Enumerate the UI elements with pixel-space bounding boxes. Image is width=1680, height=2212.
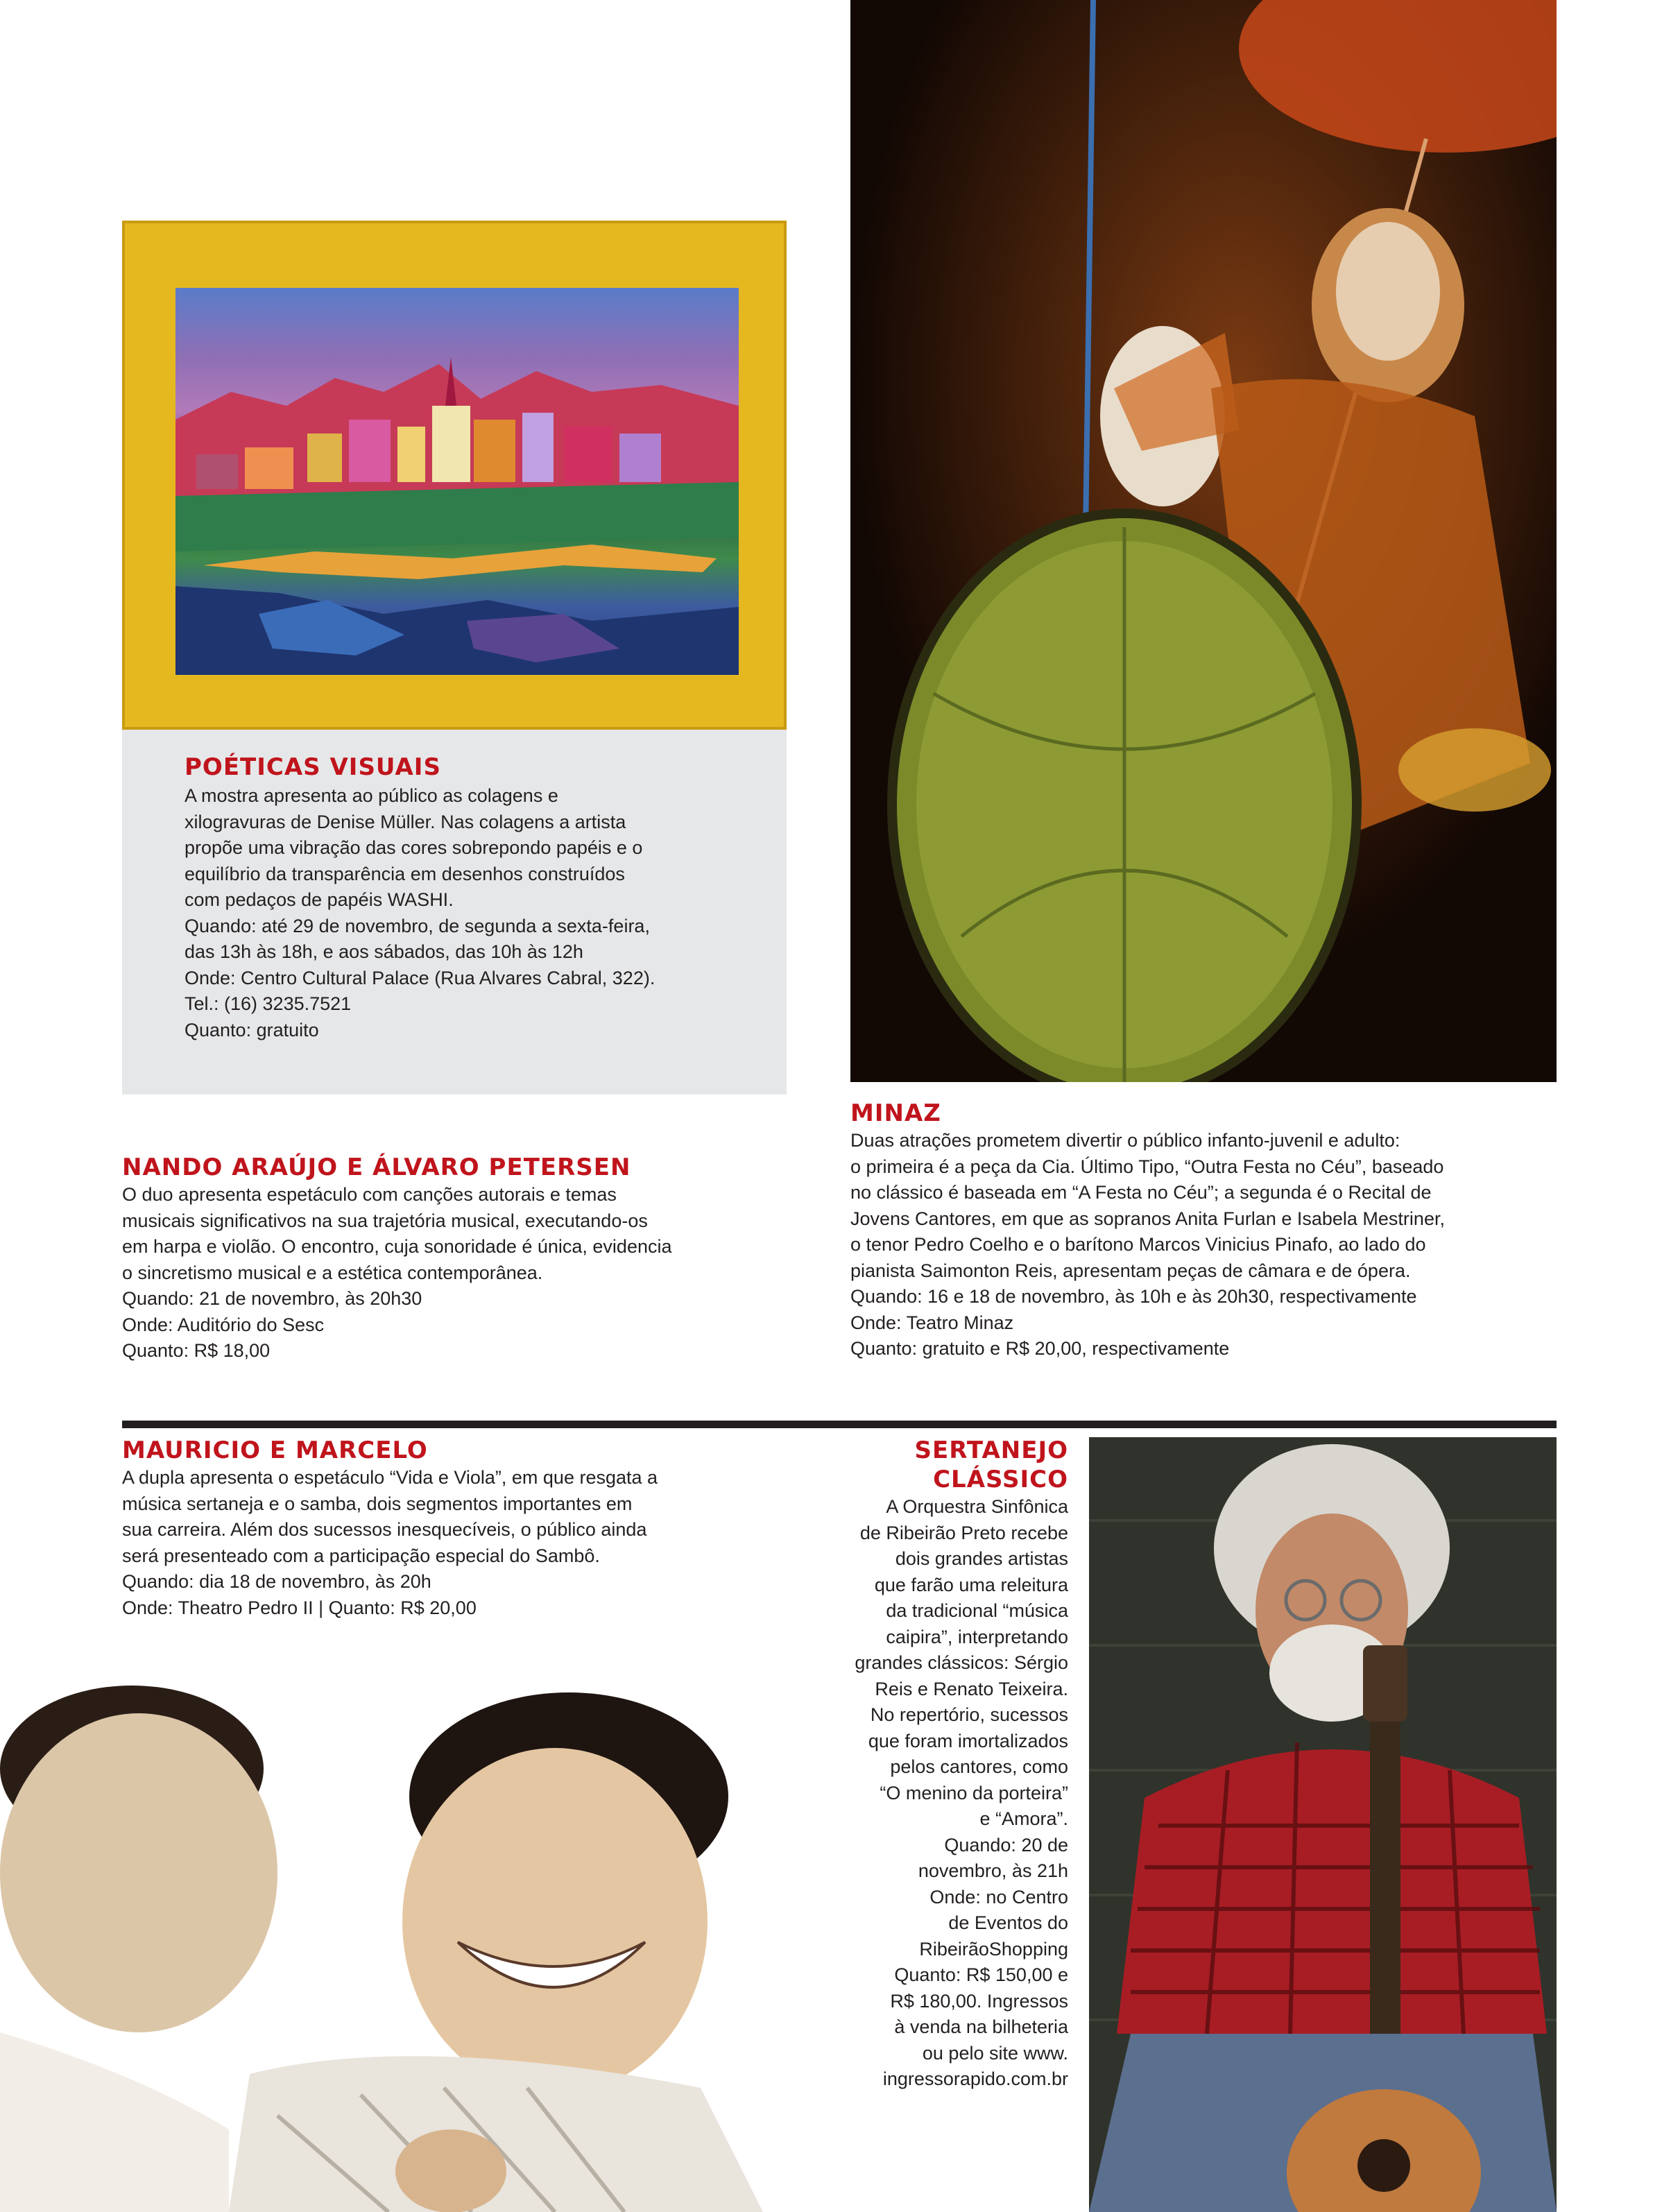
text-line: das 13h às 18h, e aos sábados, das 10h às 12h — [185, 941, 583, 962]
text-line: Quando: até 29 de novembro, de segunda a sexta-feira, — [185, 915, 650, 936]
sertanejo-title-line: SERTANEJO — [914, 1437, 1068, 1464]
text-line: O duo apresenta espetáculo com canções autorais e temas — [122, 1184, 617, 1205]
text-line: Quando: dia 18 de novembro, às 20h — [122, 1571, 431, 1592]
mauricio-title: MAURICIO E MARCELO — [122, 1437, 428, 1464]
text-line: equilíbrio da transparência em desenhos construídos — [185, 863, 625, 884]
text-line: A Orquestra Sinfônica — [886, 1496, 1068, 1517]
text-line: o primeira é a peça da Cia. Último Tipo, “Outra Festa no Céu”, baseado — [850, 1156, 1444, 1177]
text-line: caipira”, interpretando — [886, 1626, 1068, 1647]
text-line: música sertaneja e o samba, dois segmentos importantes em — [122, 1493, 633, 1514]
text-line: Onde: Teatro Minaz — [850, 1312, 1014, 1333]
text-line: Quando: 16 e 18 de novembro, às 10h e às 20h30, respectivamente — [850, 1286, 1417, 1307]
text-line: A mostra apresenta ao público as colagens e — [185, 785, 558, 806]
painting-artwork — [175, 288, 739, 675]
painting-photo — [122, 221, 787, 730]
text-line: da tradicional “música — [886, 1600, 1068, 1621]
text-line: que farão uma releitura — [874, 1574, 1068, 1595]
text-line: Quanto: R$ 18,00 — [122, 1340, 271, 1361]
theater-photo — [850, 0, 1557, 1082]
mauricio-body — [122, 1465, 658, 1621]
sertanejo-title-line: CLÁSSICO — [933, 1466, 1068, 1493]
text-line: o sincretismo musical e a estética contemporânea. — [122, 1262, 543, 1283]
text-line: Tel.: (16) 3235.7521 — [185, 993, 352, 1014]
text-line: grandes clássicos: Sérgio — [855, 1652, 1068, 1673]
text-line: “O menino da porteira” — [880, 1782, 1068, 1803]
text-line: R$ 180,00. Ingressos — [890, 1990, 1068, 2012]
sertanejo-title — [855, 1436, 1068, 1494]
text-line: Duas atrações prometem divertir o público infanto-juvenil e adulto: — [850, 1130, 1400, 1151]
text-line: novembro, às 21h — [918, 1860, 1068, 1881]
nando-body — [122, 1182, 672, 1364]
text-line: pelos cantores, como — [890, 1756, 1068, 1777]
sertanejo-section — [855, 1436, 1068, 2093]
text-line: ingressorapido.com.br — [882, 2068, 1068, 2089]
minaz-title: MINAZ — [850, 1099, 941, 1127]
nando-title: NANDO ARAÚJO E ÁLVARO PETERSEN — [122, 1154, 631, 1181]
text-line: Quando: 20 de — [944, 1834, 1068, 1855]
text-line: sua carreira. Além dos sucessos inesquecíveis, o público ainda — [122, 1519, 647, 1540]
minaz-body — [850, 1128, 1445, 1362]
poeticas-title: POÉTICAS VISUAIS — [185, 753, 441, 781]
text-line: Onde: Theatro Pedro II | Quanto: R$ 20,00 — [122, 1597, 477, 1618]
text-line: ou pelo site www. — [922, 2042, 1068, 2064]
text-line: e “Amora”. — [979, 1808, 1068, 1829]
section-divider — [122, 1421, 1557, 1428]
text-line: RibeirãoShopping — [919, 1938, 1068, 1960]
text-line: com pedaços de papéis WASHI. — [185, 889, 454, 910]
text-line: Onde: Auditório do Sesc — [122, 1314, 325, 1335]
mauricio-section — [122, 1436, 658, 1621]
text-line: de Ribeirão Preto recebe — [859, 1522, 1068, 1543]
text-line: xilogravuras de Denise Müller. Nas colagens a artista — [185, 811, 626, 832]
poeticas-body — [185, 783, 655, 1043]
text-line: pianista Saimonton Reis, apresentam peças de câmara e de ópera. — [850, 1260, 1411, 1281]
text-line: no clássico é baseada em “A Festa no Céu”; a segunda é o Recital de — [850, 1182, 1432, 1203]
text-line: será presenteado com a participação especial do Sambô. — [122, 1545, 600, 1566]
text-line: Reis e Renato Teixeira. — [875, 1678, 1068, 1699]
text-line: de Eventos do — [948, 1912, 1068, 1933]
text-line: dois grandes artistas — [895, 1548, 1068, 1569]
text-line: Onde: Centro Cultural Palace (Rua Alvares Cabral, 322). — [185, 967, 655, 988]
duo-photo — [0, 1644, 832, 2212]
text-line: à venda na bilheteria — [894, 2016, 1068, 2037]
text-line: o tenor Pedro Coelho e o barítono Marcos Vinicius Pinafo, ao lado do — [850, 1234, 1426, 1255]
guitarist-photo — [1089, 1437, 1557, 2212]
text-line: Quanto: gratuito e R$ 20,00, respectivamente — [850, 1338, 1230, 1359]
text-line: A dupla apresenta o espetáculo “Vida e Viola”, em que resgata a — [122, 1467, 658, 1488]
text-line: Quanto: R$ 150,00 e — [894, 1964, 1068, 1985]
text-line: Quanto: gratuito — [185, 1019, 319, 1040]
text-line: Quando: 21 de novembro, às 20h30 — [122, 1288, 422, 1309]
text-line: que foram imortalizados — [868, 1730, 1068, 1751]
text-line: em harpa e violão. O encontro, cuja sonoridade é única, evidencia — [122, 1236, 672, 1257]
text-line: propõe uma vibração das cores sobrepondo papéis e o — [185, 837, 643, 858]
text-line: No repertório, sucessos — [870, 1704, 1068, 1725]
text-line: Onde: no Centro — [929, 1886, 1068, 1907]
text-line: musicais significativos na sua trajetória musical, executando-os — [122, 1210, 648, 1231]
nando-section — [122, 1153, 672, 1364]
minaz-section — [850, 1099, 1445, 1362]
poeticas-section — [185, 753, 655, 1043]
sertanejo-body — [855, 1494, 1068, 2093]
text-line: Jovens Cantores, em que as sopranos Anita Furlan e Isabela Mestriner, — [850, 1208, 1445, 1229]
